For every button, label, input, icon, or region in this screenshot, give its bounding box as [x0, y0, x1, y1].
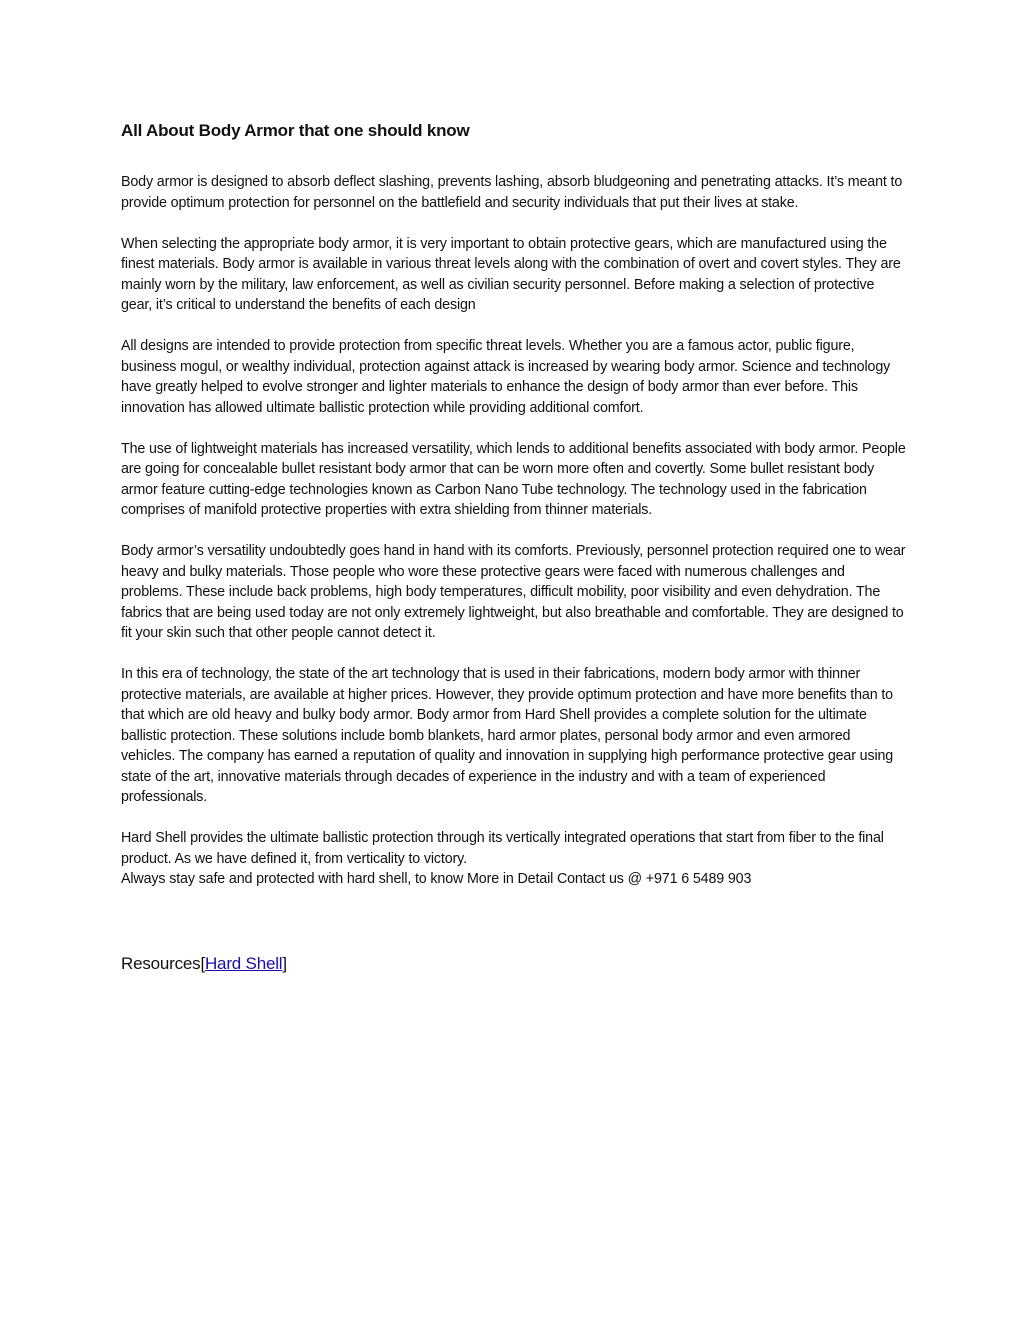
paragraph-contact: Always stay safe and protected with hard shell, to know More in Detail Contact us @ +971 6 5489 903 [121, 871, 752, 887]
paragraph-intro: Body armor is designed to absorb deflect slashing, prevents lashing, absorb bludgeoning and penetrating attacks. It’s meant to provide optimum protection for personnel on the battlefield and security individuals that put their lives at stake. [121, 174, 903, 211]
paragraph-versatility-comfort: Body armor’s versatility undoubtedly goes hand in hand with its comforts. Previously, personnel protection required one to wear heavy and bulky materials. Those people who wore these protective gears were faced with numerous challenges and problems. These include back problems, high body temperatures, difficult mobility, poor visibility and even dehydration. The fabrics that are being used today are not only extremely lightweight, but also breathable and comfortable. They are designed to fit your skin such that other people cannot detect it. [121, 543, 906, 641]
document-page [121, 118, 906, 976]
hard-shell-link[interactable]: Hard Shell [204, 953, 283, 973]
paragraph-technology-era: In this era of technology, the state of the art technology that is used in their fabrications, modern body armor with thinner protective materials, are available at higher prices. However, they provide optimum protection and have more benefits than to that which are old heavy and bulky body armor. Body armor from Hard Shell provides a complete solution for the ultimate ballistic protection. These solutions include bomb blankets, hard armor plates, personal body armor and even armored vehicles. The company has earned a reputation of quality and innovation in supplying high performance protective gear using state of the art, innovative materials through decades of experience in the industry and with a team of experienced professionals. [121, 666, 894, 805]
page-title: All About Body Armor that one should know [121, 121, 470, 140]
resources-prefix: Resources[ [121, 953, 205, 973]
paragraph-hard-shell-operations: Hard Shell provides the ultimate ballistic protection through its vertically integrated operations that start from fiber to the final product. As we have defined it, from verticality to victory. [121, 830, 884, 867]
paragraph-threat-levels: All designs are intended to provide protection from specific threat levels. Whether you are a famous actor, public figure, business mogul, or wealthy individual, protection against attack is increased by wearing body armor. Science and technology have greatly helped to evolve stronger and lighter materials to enhance the design of body armor than ever before. This innovation has allowed ultimate ballistic protection while providing additional comfort. [121, 338, 891, 416]
resources-line [121, 952, 906, 976]
resources-suffix: ] [282, 953, 287, 973]
paragraph-lightweight-materials: The use of lightweight materials has increased versatility, which lends to additional benefits associated with body armor. People are going for concealable bullet resistant body armor that can be worn more often and covertly. Some bullet resistant body armor feature cutting-edge technologies known as Carbon Nano Tube technology. The technology used in the fabrication comprises of manifold protective properties with extra shielding from thinner materials. [121, 440, 906, 518]
paragraph-selecting-armor: When selecting the appropriate body armor, it is very important to obtain protective gears, which are manufactured using the finest materials. Body armor is available in various threat levels along with the combination of overt and covert styles. They are mainly worn by the military, law enforcement, as well as civilian security personnel. Before making a selection of protective gear, it’s critical to understand the benefits of each design [121, 235, 901, 313]
